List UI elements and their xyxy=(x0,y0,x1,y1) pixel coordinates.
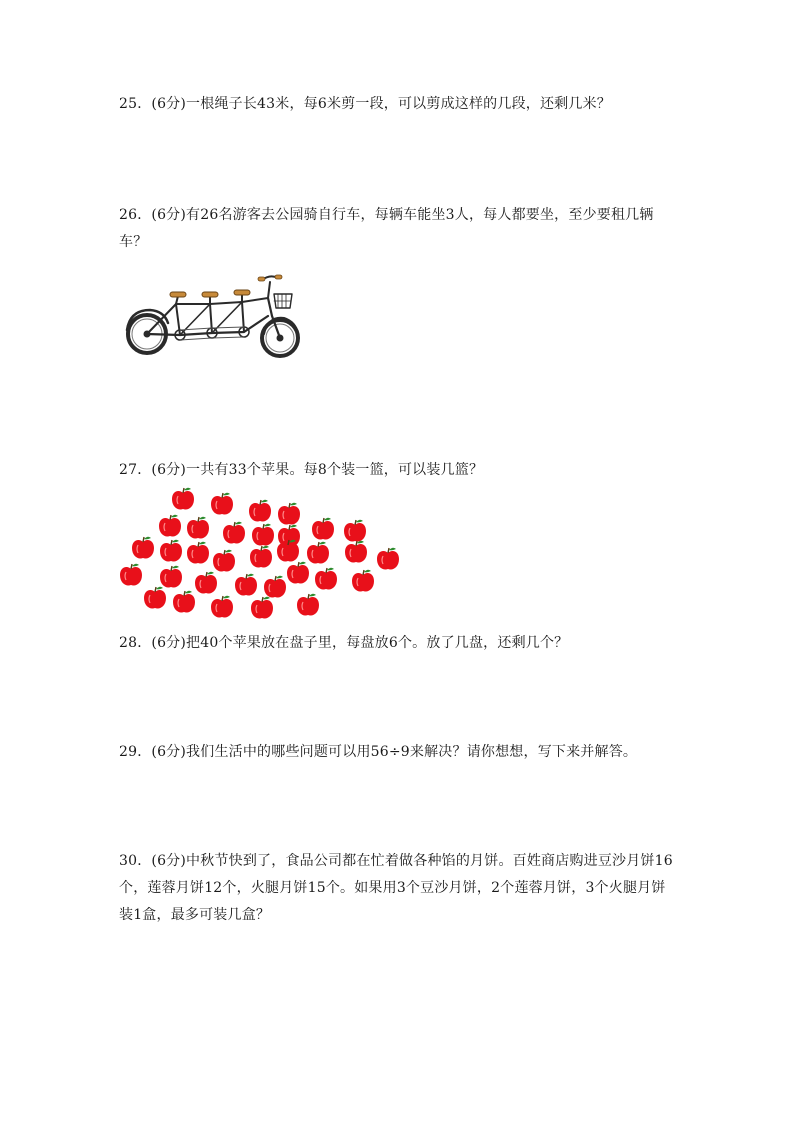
apple-icon xyxy=(195,572,217,594)
question-26: 26．(6分)有26名游客去公园骑自行车，每辆车能坐3人，每人都要坐，至少要租几辆车？ xyxy=(119,207,654,250)
apple-icon xyxy=(187,542,209,564)
tandem-bicycle-icon xyxy=(120,268,304,362)
apple-icon xyxy=(297,594,319,616)
apple-icon xyxy=(251,597,273,619)
apple-icon xyxy=(211,596,233,618)
apple-icon xyxy=(278,503,300,525)
apple-icon xyxy=(160,566,182,588)
apple-icon xyxy=(344,520,366,542)
apple-icon xyxy=(307,542,329,564)
apple-icon xyxy=(352,570,374,592)
question-25: 25．(6分)一根绳子长43米，每6米剪一段，可以剪成这样的几段，还剩几米？ xyxy=(119,96,611,112)
apple-icon xyxy=(345,541,367,563)
apple-icon xyxy=(172,488,194,510)
apple-icon xyxy=(264,576,286,598)
apple-icon xyxy=(287,562,309,584)
apple-icon xyxy=(312,518,334,540)
apple-icon xyxy=(144,587,166,609)
apple-icon xyxy=(252,524,274,546)
apple-icon xyxy=(187,517,209,539)
apple-icon xyxy=(377,548,399,570)
apple-icon xyxy=(223,522,245,544)
apple-icon xyxy=(159,515,181,537)
apple-icon xyxy=(211,493,233,515)
apple-icon xyxy=(132,537,154,559)
question-28: 28．(6分)把40个苹果放在盘子里，每盘放6个。放了几盘，还剩几个？ xyxy=(119,635,569,651)
question-29: 29．(6分)我们生活中的哪些问题可以用56÷9来解决？请你想想，写下来并解答。 xyxy=(119,744,638,760)
apple-icon xyxy=(120,564,142,586)
apple-icon xyxy=(250,546,272,568)
apple-icon xyxy=(213,550,235,572)
apple-icon xyxy=(160,540,182,562)
apple-icon xyxy=(173,591,195,613)
apple-icon xyxy=(235,574,257,596)
apple-icon xyxy=(315,568,337,590)
question-27: 27．(6分)一共有33个苹果。每8个装一篮，可以装几篮？ xyxy=(119,462,484,478)
apple-icon xyxy=(249,500,271,522)
question-30: 30．(6分)中秋节快到了，食品公司都在忙着做各种馅的月饼。百姓商店购进豆沙月饼16个，莲蓉月饼12个，火腿月饼15个。如果用3个豆沙月饼，2个莲蓉月饼，3个火腿月饼装1盒，最多可装几盒？ xyxy=(119,853,673,923)
apple-icon xyxy=(118,486,404,622)
